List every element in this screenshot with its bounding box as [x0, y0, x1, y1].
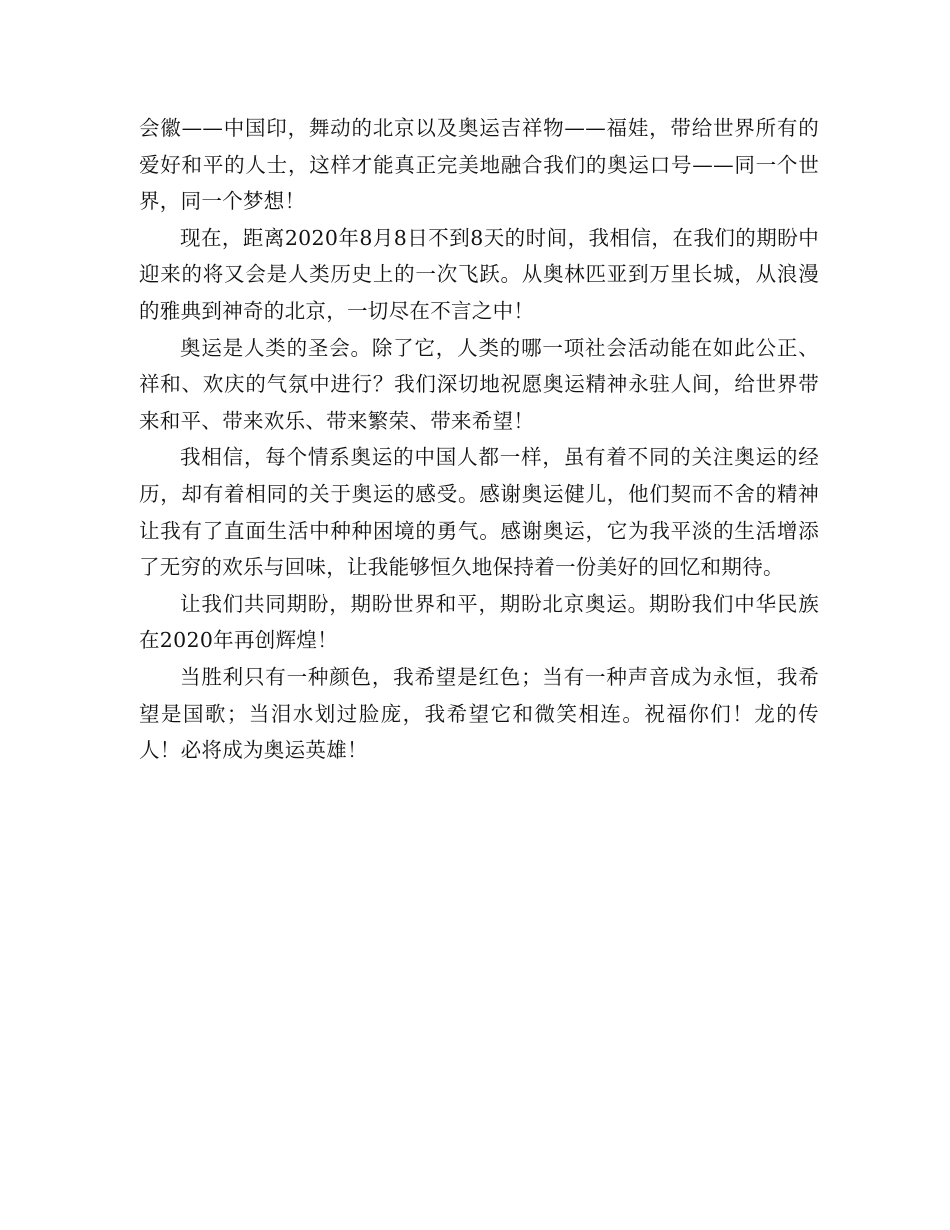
paragraph-5: 让我们共同期盼，期盼世界和平，期盼北京奥运。期盼我们中华民族在2020年再创辉煌！ — [139, 591, 819, 653]
document-body — [139, 110, 819, 769]
paragraph-2: 现在，距离2020年8月8日不到8天的时间，我相信，在我们的期盼中迎来的将又会是人类历史上的一次飞跃。从奥林匹亚到万里长城，从浪漫的雅典到神奇的北京，一切尽在不言之中！ — [139, 225, 819, 323]
paragraph-1: 会徽——中国印，舞动的北京以及奥运吉祥物——福娃，带给世界所有的爱好和平的人士，这样才能真正完美地融合我们的奥运口号——同一个世界，同一个梦想！ — [139, 116, 819, 214]
paragraph-4: 我相信，每个情系奥运的中国人都一样，虽有着不同的关注奥运的经历，却有着相同的关于奥运的感受。感谢奥运健儿，他们契而不舍的精神让我有了直面生活中种种困境的勇气。感谢奥运，它为我平淡的生活增添了无穷的欢乐与回味，让我能够恒久地保持着一份美好的回忆和期待。 — [139, 445, 819, 580]
paragraph-6: 当胜利只有一种颜色，我希望是红色；当有一种声音成为永恒，我希望是国歌；当泪水划过脸庞，我希望它和微笑相连。祝福你们！龙的传人！必将成为奥运英雄！ — [139, 664, 819, 763]
paragraph-3: 奥运是人类的圣会。除了它，人类的哪一项社会活动能在如此公正、祥和、欢庆的气氛中进行？我们深切地祝愿奥运精神永驻人间，给世界带来和平、带来欢乐、带来繁荣、带来希望！ — [139, 335, 819, 433]
